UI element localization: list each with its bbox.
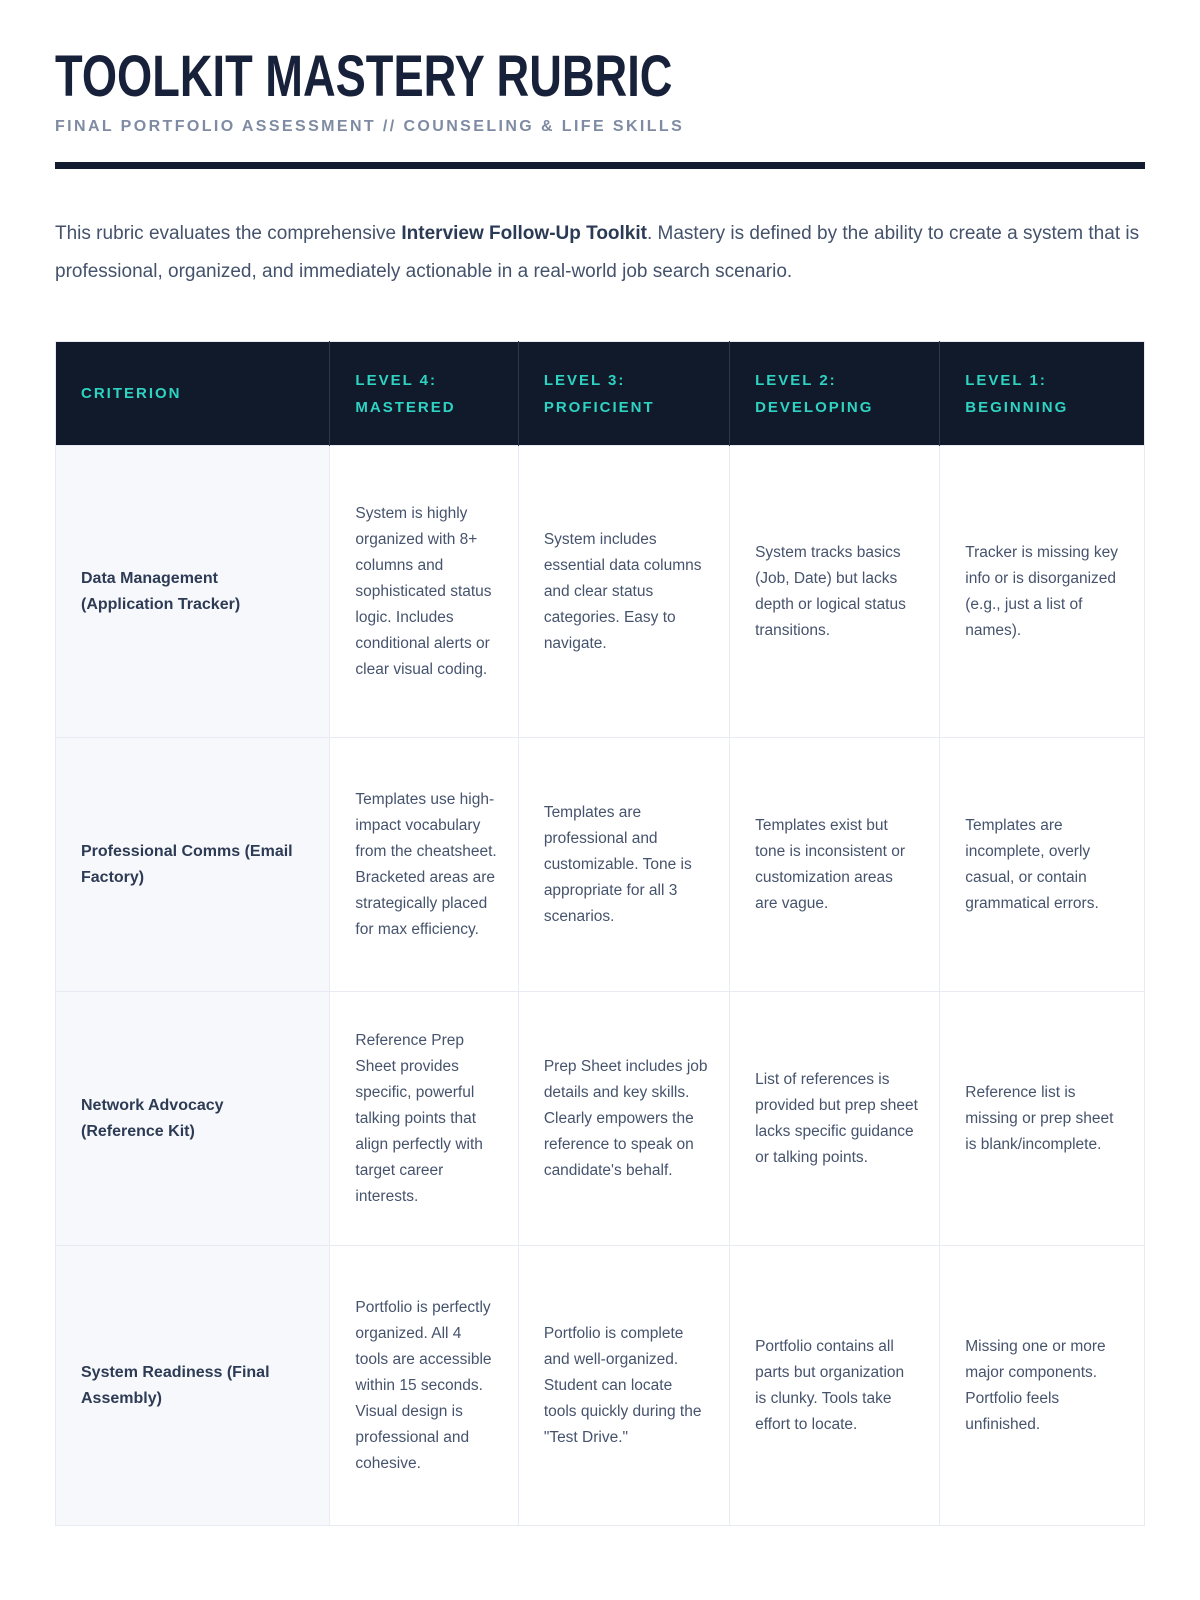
table-row-network-advocacy bbox=[56, 992, 1145, 1246]
column-header-level1 bbox=[940, 342, 1145, 446]
level4-cell: Portfolio is perfectly organized. All 4 tools are accessible within 15 seconds. Visual design is professional and cohesive. bbox=[330, 1246, 518, 1526]
criterion-cell: Network Advocacy (Reference Kit) bbox=[56, 992, 330, 1246]
level2-cell: Portfolio contains all parts but organization is clunky. Tools take effort to locate. bbox=[730, 1246, 940, 1526]
table-row-data-management bbox=[56, 446, 1145, 738]
column-header-level3 bbox=[518, 342, 729, 446]
level3-cell: Portfolio is complete and well-organized. Student can locate tools quickly during the "Test Drive." bbox=[518, 1246, 729, 1526]
level3-cell: Templates are professional and customizable. Tone is appropriate for all 3 scenarios. bbox=[518, 738, 729, 992]
column-header-label: CRITERION bbox=[81, 385, 182, 402]
table-row-professional-comms bbox=[56, 738, 1145, 992]
intro-bold-toolkit-name: Interview Follow-Up Toolkit bbox=[401, 223, 647, 244]
column-header-label: LEVEL 3: bbox=[543, 371, 626, 389]
level4-cell: Reference Prep Sheet provides specific, powerful talking points that align perfectly with target career interests. bbox=[330, 992, 518, 1246]
column-header-label: LEVEL 4: bbox=[355, 371, 437, 389]
column-header-label: LEVEL 1: bbox=[965, 371, 1047, 389]
intro-text-before: This rubric evaluates the comprehensive bbox=[55, 223, 402, 244]
level1-cell: Tracker is missing key info or is disorganized (e.g., just a list of names). bbox=[940, 446, 1145, 738]
level4-cell: Templates use high-impact vocabulary from the cheatsheet. Bracketed areas are strategically placed for max efficiency. bbox=[330, 738, 518, 992]
intro-text-after: . Mastery is defined by the ability to create a system that is professional, organized, and immediately actionable in a real-world job search scenario. bbox=[55, 223, 1140, 282]
page-subtitle: FINAL PORTFOLIO ASSESSMENT // COUNSELING & LIFE SKILLS bbox=[55, 118, 685, 135]
intro-paragraph bbox=[55, 215, 1145, 291]
level2-cell: Templates exist but tone is inconsistent or customization areas are vague. bbox=[730, 738, 940, 992]
level3-cell: Prep Sheet includes job details and key skills. Clearly empowers the reference to speak on candidate's behalf. bbox=[518, 992, 729, 1246]
criterion-cell: Professional Comms (Email Factory) bbox=[56, 738, 330, 992]
criterion-cell: Data Management (Application Tracker) bbox=[56, 446, 330, 738]
level1-cell: Templates are incomplete, overly casual, or contain grammatical errors. bbox=[940, 738, 1145, 992]
level1-cell: Reference list is missing or prep sheet is blank/incomplete. bbox=[940, 992, 1145, 1246]
rubric-table bbox=[55, 341, 1145, 1526]
level3-cell: System includes essential data columns and clear status categories. Easy to navigate. bbox=[518, 446, 729, 738]
column-header-label: PROFICIENT bbox=[543, 398, 655, 416]
column-header-level2 bbox=[730, 342, 940, 446]
criterion-cell: System Readiness (Final Assembly) bbox=[56, 1246, 330, 1526]
column-header-level4 bbox=[330, 342, 518, 446]
level2-cell: List of references is provided but prep sheet lacks specific guidance or talking points. bbox=[730, 992, 940, 1246]
column-header-label: DEVELOPING bbox=[755, 398, 874, 416]
column-header-criterion bbox=[56, 342, 330, 446]
column-header-label: MASTERED bbox=[355, 398, 456, 416]
level1-cell: Missing one or more major components. Portfolio feels unfinished. bbox=[940, 1246, 1145, 1526]
divider-rule bbox=[55, 162, 1145, 169]
page-title: TOOLKIT MASTERY RUBRIC bbox=[55, 44, 673, 109]
rubric-header-row bbox=[56, 342, 1145, 446]
column-header-label: BEGINNING bbox=[965, 398, 1069, 416]
column-header-label: LEVEL 2: bbox=[755, 371, 837, 389]
level4-cell: System is highly organized with 8+ columns and sophisticated status logic. Includes conditional alerts or clear visual coding. bbox=[330, 446, 518, 738]
level2-cell: System tracks basics (Job, Date) but lacks depth or logical status transitions. bbox=[730, 446, 940, 738]
table-row-system-readiness bbox=[56, 1246, 1145, 1526]
